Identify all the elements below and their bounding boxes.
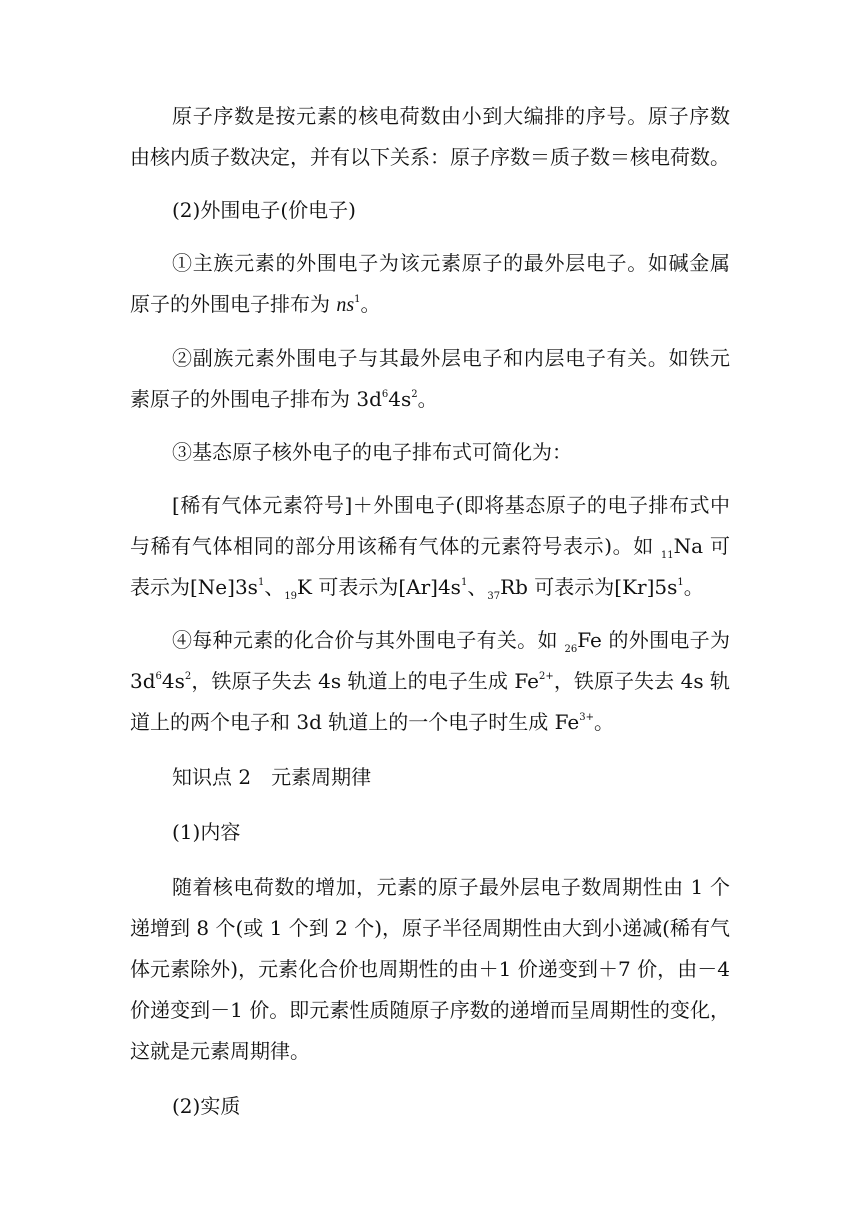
d-superscript: 6 — [381, 389, 389, 400]
document-page — [130, 96, 730, 1127]
paragraph-main-group — [130, 243, 730, 326]
heading-knowledge-point-2: 知识点 2 元素周期律 — [172, 765, 372, 789]
fe3-text: ，铁原子失去 4s 轨道上的两个电子和 3d 轨道上的一个电子时生成 Fe — [130, 669, 730, 734]
fe-d-superscript: 6 — [155, 671, 162, 682]
fe-4s: 4s — [161, 669, 185, 693]
separator-2: 、 — [467, 575, 488, 599]
fe2-text: ，铁原子失去 4s 轨道上的电子生成 Fe — [191, 669, 540, 693]
na-text: Na 可表示为[Ne]3s — [130, 534, 730, 599]
fe2-charge: 2+ — [539, 671, 554, 682]
heading-outer-electrons: (2)外围电子(价电子) — [172, 198, 356, 222]
fe3-charge: 3+ — [579, 712, 594, 723]
sub-group-4s: 4s — [388, 387, 412, 411]
paragraph-periodic-law: 随着核电荷数的增加，元素的原子最外层电子数周期性由 1 个递增到 8 个(或 1 个到 2 个)，原子半径周期性由大到小递减(稀有气体元素除外)，元素化合价也周期性的由＋1 价递变到＋7 价，由－4 价递变到－1 价。即元素性质随原子序数的递增而呈周期性的变化，这就是元素周期律。 — [130, 875, 730, 1063]
paragraph-simplified: ③基态原子核外电子的电子排布式可简化为： — [172, 440, 572, 464]
ns-superscript: 1 — [354, 294, 361, 305]
separator-1: 、 — [264, 575, 285, 599]
fe-s-superscript: 2 — [184, 671, 192, 682]
rb-atomic-number: 37 — [487, 591, 501, 602]
noble-gas-text: [稀有气体元素符号]＋外围电子(即将基态原子的电子排布式中与稀有气体相同的部分用该稀有气体的元素符号表示)。如 — [130, 493, 730, 558]
k-atomic-number: 19 — [284, 591, 298, 602]
paragraph-atomic-number: 原子序数是按元素的核电荷数由小到大编排的序号。原子序数由核内质子数决定，并有以下关系：原子序数＝质子数＝核电荷数。 — [130, 104, 730, 169]
paragraph-sub-group — [130, 338, 730, 420]
rb-text: Rb 可表示为[Kr]5s — [500, 575, 678, 599]
sub-group-text: ②副族元素外围电子与其最外层电子和内层电子有关。如铁元素原子的外围电子排布为 3d — [130, 346, 730, 411]
paragraph-valence — [130, 620, 730, 743]
heading-essence: (2)实质 — [172, 1094, 241, 1118]
fe-text: Fe 的外围电子为 3d — [130, 628, 730, 693]
paragraph-noble-gas — [130, 485, 730, 608]
valence-text: ④每种元素的化合价与其外围电子有关。如 — [172, 628, 565, 652]
heading-content: (1)内容 — [172, 820, 241, 844]
s-superscript: 2 — [411, 389, 418, 400]
sub-group-end: 。 — [417, 387, 438, 411]
na-atomic-number: 11 — [660, 550, 674, 561]
k-text: K 可表示为[Ar]4s — [297, 575, 461, 599]
noble-gas-end: 。 — [683, 575, 704, 599]
ns-symbol: ns — [336, 294, 355, 316]
k-superscript: 1 — [460, 577, 468, 588]
main-group-end: 。 — [360, 292, 381, 316]
valence-end: 。 — [593, 710, 614, 734]
rb-superscript: 1 — [677, 577, 684, 588]
main-group-text: ①主族元素的外围电子为该元素原子的最外层电子。如碱金属原子的外围电子排布为 — [130, 251, 730, 316]
fe-atomic-number: 26 — [564, 644, 578, 655]
na-superscript: 1 — [257, 577, 265, 588]
